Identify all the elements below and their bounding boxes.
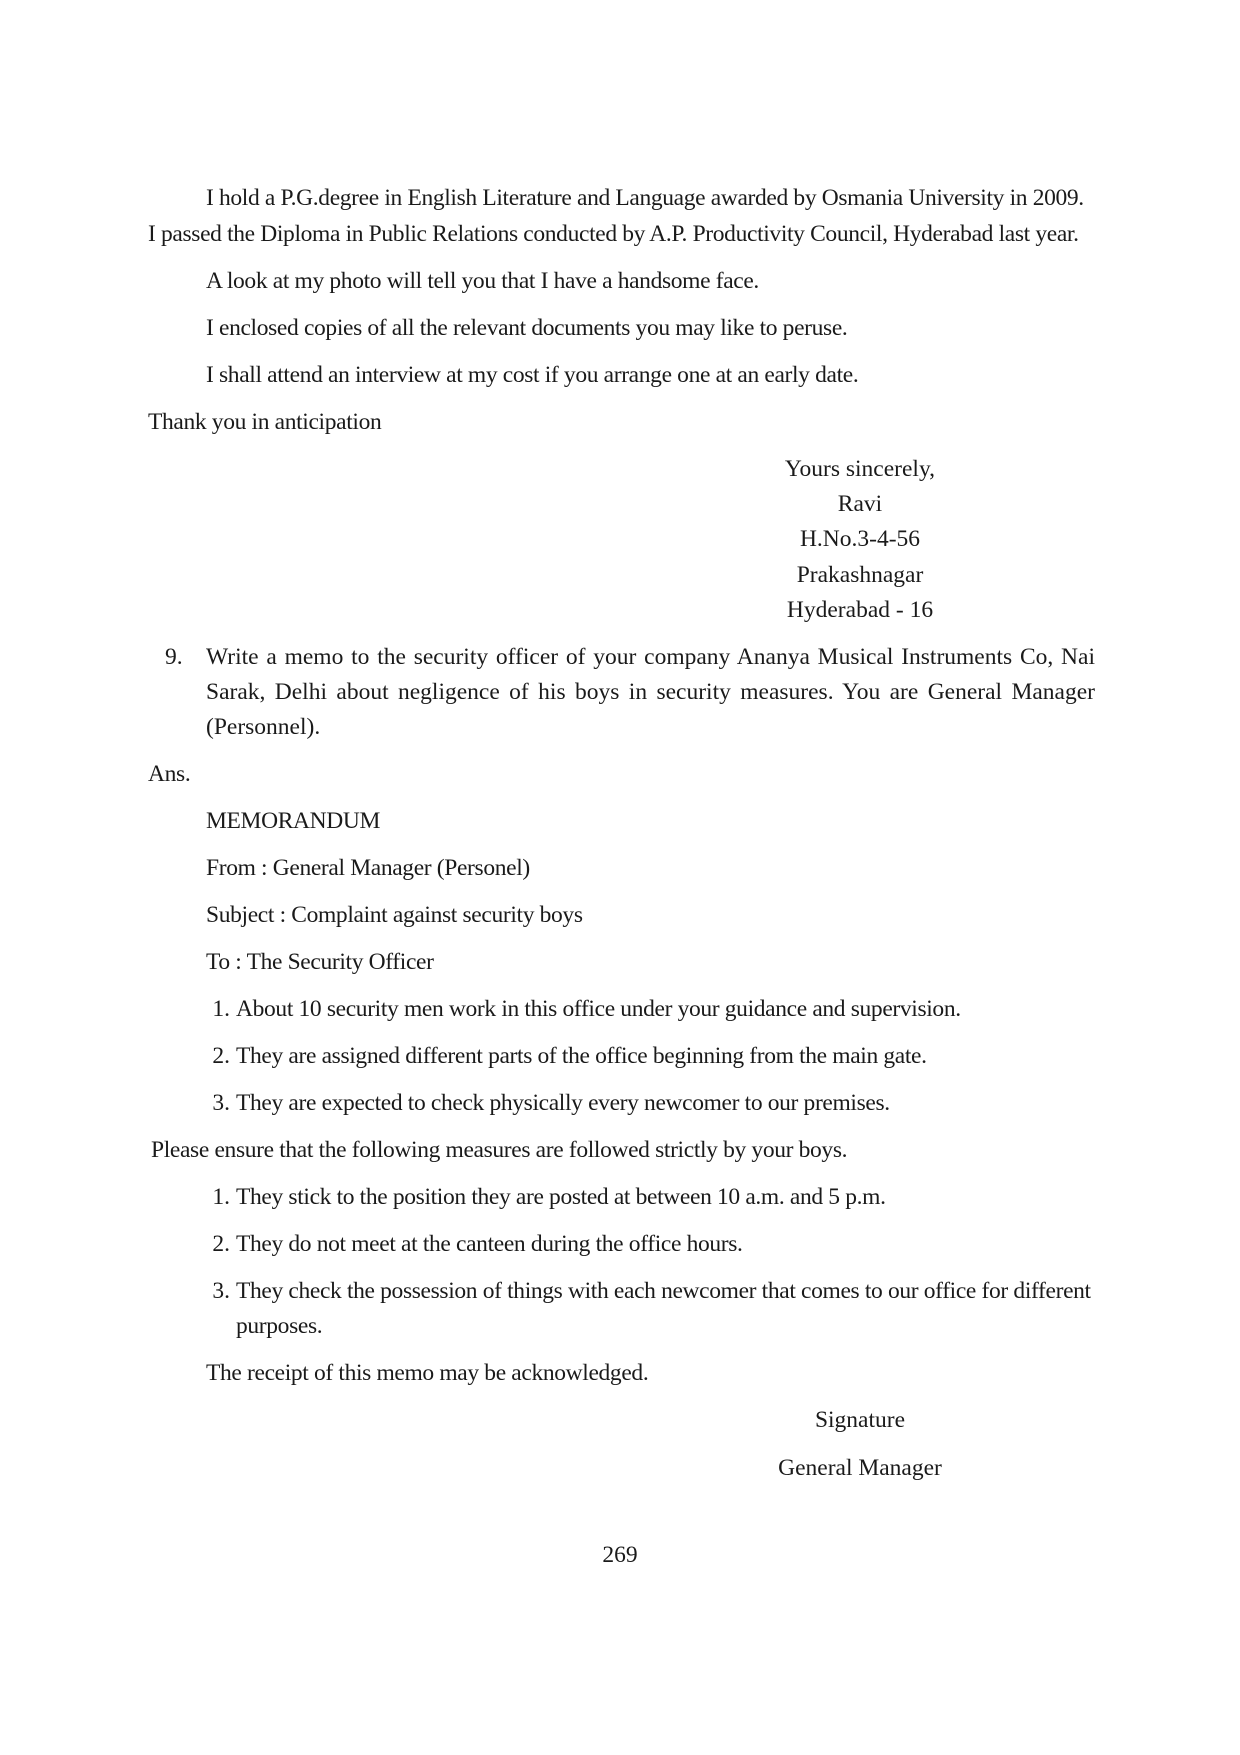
- signoff-city: Hyderabad - 16: [786, 597, 934, 623]
- memo-measure-1-text: They stick to the position they are posted at between 10 a.m. and 5 p.m.: [236, 1184, 886, 1210]
- signoff-house-number: H.No.3-4-56: [799, 526, 921, 552]
- memo-point-2-text: They are assigned different parts of the office beginning from the main gate.: [236, 1043, 927, 1069]
- letter-closing-line: Thank you in anticipation: [148, 409, 382, 435]
- question-line-2: Sarak, Delhi about negligence of his boys in security measures. You are General Manager: [206, 679, 1095, 705]
- memo-measure-2-text: They do not meet at the canteen during the office hours.: [236, 1231, 743, 1257]
- memo-point-1-number: 1.: [212, 996, 230, 1022]
- memo-measure-2-number: 2.: [212, 1231, 230, 1257]
- letter-para4: I shall attend an interview at my cost if you arrange one at an early date.: [206, 362, 859, 388]
- memo-to: To : The Security Officer: [206, 949, 434, 975]
- letter-para1-line1: I hold a P.G.degree in English Literature and Language awarded by Osmania University in 2009.: [206, 185, 1084, 211]
- signoff-salutation: Yours sincerely,: [784, 456, 936, 482]
- answer-label: Ans.: [148, 761, 191, 787]
- memo-heading: MEMORANDUM: [206, 808, 381, 834]
- memo-designation: General Manager: [778, 1455, 942, 1481]
- signoff-name: Ravi: [837, 491, 883, 517]
- memo-point-3-number: 3.: [212, 1090, 230, 1116]
- question-line-3: (Personnel).: [206, 714, 321, 740]
- question-number: 9.: [165, 644, 183, 670]
- letter-para2: A look at my photo will tell you that I have a handsome face.: [206, 268, 759, 294]
- memo-point-2-number: 2.: [212, 1043, 230, 1069]
- memo-instruction: Please ensure that the following measures are followed strictly by your boys.: [151, 1137, 848, 1163]
- memo-measure-1-number: 1.: [212, 1184, 230, 1210]
- memo-point-1-text: About 10 security men work in this office under your guidance and supervision.: [236, 996, 961, 1022]
- memo-signature: Signature: [814, 1407, 906, 1433]
- letter-para1-line2: I passed the Diploma in Public Relations conducted by A.P. Productivity Council, Hyderabad last year.: [148, 221, 1079, 247]
- memo-subject: Subject : Complaint against security boys: [206, 902, 583, 928]
- page-number: 269: [602, 1542, 638, 1568]
- memo-measure-3-number: 3.: [212, 1278, 230, 1304]
- signoff-locality: Prakashnagar: [796, 562, 924, 588]
- memo-point-3-text: They are expected to check physically every newcomer to our premises.: [236, 1090, 890, 1116]
- question-line-1: Write a memo to the security officer of your company Ananya Musical Instruments Co, Nai: [206, 644, 1095, 670]
- memo-from: From : General Manager (Personel): [206, 855, 530, 881]
- memo-measure-3-continuation: purposes.: [236, 1313, 323, 1339]
- memo-measure-3-text: They check the possession of things with each newcomer that comes to our office for different: [236, 1278, 1091, 1304]
- letter-para3: I enclosed copies of all the relevant documents you may like to peruse.: [206, 315, 848, 341]
- memo-acknowledge: The receipt of this memo may be acknowledged.: [206, 1360, 649, 1386]
